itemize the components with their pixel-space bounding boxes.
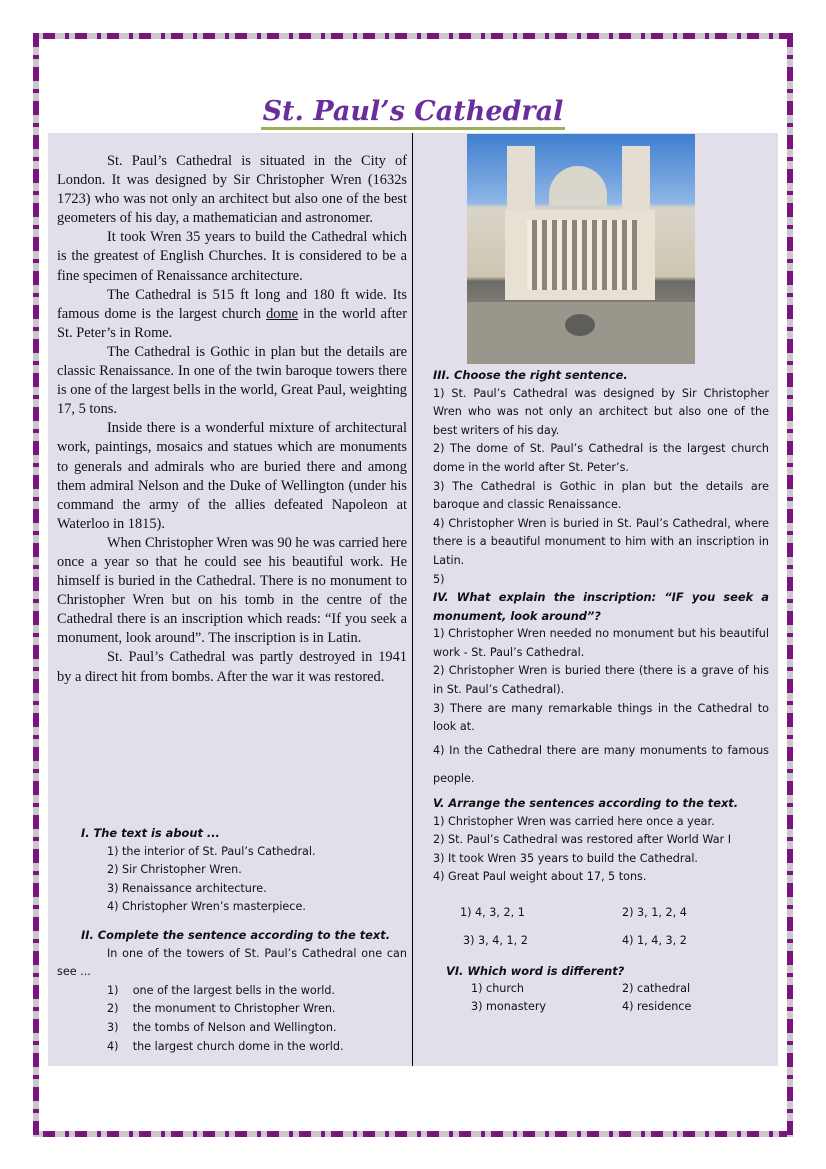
cathedral-photo [467,134,695,364]
title-text: St. Paul’s Cathedral [261,96,566,130]
exercise-1 [57,824,407,917]
underlined-word: dome [266,305,299,322]
border-right [787,33,793,1137]
photo-dome [549,166,607,206]
photo-fountain [565,314,595,336]
sentence: 4) Great Paul weight about 17, 5 tons. [433,870,647,884]
answer-option: 2) 3, 1, 2, 4 [622,906,687,919]
option: 1) Christopher Wren needed no monument but his beautiful work - St. Paul’s Cathedral. [433,627,769,659]
answer-option: 4) 1, 4, 3, 2 [622,934,687,947]
border-top [33,33,793,39]
option: 3) the tombs of Nelson and Wellington. [107,1020,337,1034]
exercise-heading: VI. Which word is different? [446,964,625,978]
paragraph: St. Paul’s Cathedral was partly destroyed in 1941 by a direct hit from bombs. After the war it was restored. [57,649,407,685]
exercise-prompt: In one of the towers of St. Paul’s Cathedral one can see ... [57,946,407,979]
exercise-4 [433,588,769,793]
exercise-5 [433,794,769,947]
paragraph-tail: in the world after St. Peter’s in Rome. [57,305,407,341]
exercise-heading: IV. What explain the inscription: “IF you seek a monument, look around”? [433,590,769,623]
option: 2) the monument to Christopher Wren. [107,1002,336,1016]
option: 3) There are many remarkable things in the Cathedral to look at. [433,701,769,734]
option: 1) one of the largest bells in the world. [107,983,336,997]
option: 1) St. Paul’s Cathedral was designed by Sir Christopher Wren who was not only an architect but also one of the best writers of his day. [433,386,769,437]
reading-text [57,152,407,687]
paragraph: Inside there is a wonderful mixture of architectural work, paintings, mosaics and statues which are monuments to generals and admirals who are buried there and among them admiral Nelson and the Duke of Wellington (under his command the army of the allies defeated Napoleon at Waterloo in 1815). [57,420,407,532]
exercise-heading: II. Complete the sentence according to the text. [81,928,391,942]
paragraph [57,286,407,343]
border-left [33,33,39,1137]
option: 4) the largest church dome in the world. [107,1039,344,1053]
option: 2) The dome of St. Paul’s Cathedral is the largest church dome in the world after St. Peter’s. [433,442,769,474]
sentence: 2) St. Paul’s Cathedral was restored after World War I [433,833,732,847]
paragraph: It took Wren 35 years to build the Cathedral which is the greatest of English Churches. It is considered to be a fine specimen of Renaissance architecture. [57,229,407,284]
option: 4) Christopher Wren’s masterpiece. [107,900,306,914]
exercise-6 [433,962,769,1013]
left-column [57,152,407,1053]
paragraph: The Cathedral is Gothic in plan but the details are classic Renaissance. In one of the twin baroque towers there is one of the largest bells in the world, Great Paul, weighting 17, 5 tons. [57,343,407,418]
option: 3) Renaissance architecture. [107,881,267,895]
sentence: 3) It took Wren 35 years to build the Cathedral. [433,851,698,865]
option: 4) residence [622,1000,692,1013]
option: 2) Sir Christopher Wren. [107,863,242,877]
paragraph: When Christopher Wren was 90 he was carried here once a year so that he could see his beautiful work. He himself is buried in the Cathedral. There is no monument to Christopher Wren but on his tomb in the centre of the Cathedral there is an inscription which reads: “If you seek a monument, look around”. The inscription is in Latin. [57,534,407,647]
paragraph-text: The Cathedral is 515 ft long and 180 ft wide. Its famous dome is the largest church [57,286,407,322]
option: 5) [433,572,445,586]
option: 2) cathedral [622,982,691,995]
page-title [0,96,826,127]
option: 3) The Cathedral is Gothic in plan but the details are baroque and classic Renaissance. [433,479,769,512]
exercise-heading: V. Arrange the sentences according to the text. [433,796,739,810]
option: 4) In the Cathedral there are many monuments to famous people. [433,743,769,785]
option: 4) Christopher Wren is buried in St. Paul’s Cathedral, where there is a beautiful monument to him with an inscription in Latin. [433,516,769,567]
exercise-3 [433,366,769,589]
exercise-heading: I. The text is about ... [81,826,220,840]
option: 1) the interior of St. Paul’s Cathedral. [107,844,316,858]
paragraph: St. Paul’s Cathedral is situated in the City of London. It was designed by Sir Christopher Wren (1632s 1723) who was not only an architect but also one of the best geometers of his day, a mathematician and astronomer. [57,153,407,227]
sentence: 1) Christopher Wren was carried here once a year. [433,814,715,828]
exercise-2 [57,926,407,1056]
option: 3) monastery [471,1000,547,1013]
answer-option: 3) 3, 4, 1, 2 [463,934,528,947]
border-bottom [33,1131,793,1137]
answer-option: 1) 4, 3, 2, 1 [460,906,525,919]
option: 1) church [471,982,524,995]
exercise-heading: III. Choose the right sentence. [433,368,628,382]
photo-columns [527,220,637,290]
option: 2) Christopher Wren is buried there (there is a grave of his in St. Paul’s Cathedral). [433,664,769,696]
column-divider [412,133,413,1066]
